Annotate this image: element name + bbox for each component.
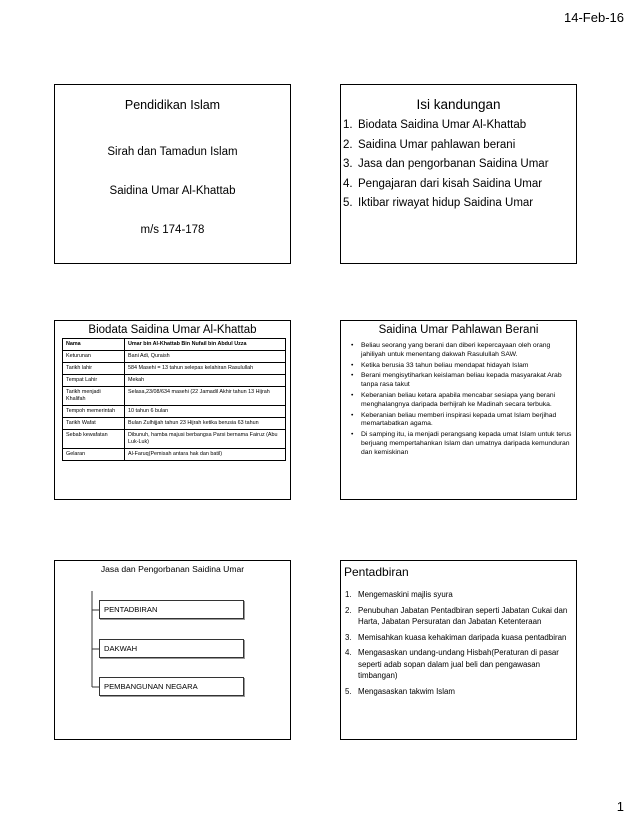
bullet-icon: •: [351, 372, 354, 380]
table-key: Tarikh Wafat: [63, 418, 125, 430]
diagram-box-pembangunan: PEMBANGUNAN NEGARA: [99, 677, 244, 696]
table-value: Dibunuh, hamba majusi berbangsa Parsi bernama Fairuz (Abu Luk-Luk): [125, 430, 286, 449]
list-item: [343, 118, 572, 134]
item-number: 2.: [343, 138, 353, 151]
table-value: Al-Faruq(Pemisah antara hak dan batil): [125, 449, 286, 461]
list-item: [351, 362, 572, 371]
slide-biodata-heading: Biodata Saidina Umar Al-Khattab: [88, 324, 257, 336]
list-item: [351, 431, 572, 457]
table-value: Bulan Zulhijjah tahun 23 Hijrah ketika berusia 63 tahun: [125, 418, 286, 430]
item-text: Saidina Umar pahlawan berani: [358, 138, 516, 151]
table-value: Umar bin Al-Khattab Bin Nufail bin Abdul Uzza: [125, 339, 286, 351]
slide-jasa-heading: Jasa dan Pengorbanan Saidina Umar: [100, 564, 245, 574]
biodata-table: [62, 338, 286, 461]
table-key: Tarikh lahir: [63, 363, 125, 375]
list-item: [345, 686, 572, 698]
list-item: [345, 589, 572, 601]
bullet-icon: •: [351, 342, 354, 349]
diagram-box-pentadbiran: PENTADBIRAN: [99, 600, 244, 619]
table-key: Tarikh menjadi Khalifah: [63, 387, 125, 406]
table-key: Tempat Lahir: [63, 375, 125, 387]
contents-list: [343, 118, 576, 212]
diagram-box-dakwah: DAKWAH: [99, 639, 244, 658]
table-key: Nama: [63, 339, 125, 351]
item-number: 3.: [343, 158, 353, 170]
bullet-text: Keberanian beliau ketara apabila mencabar sesiapa yang berani menghalangnya daripada berhijrah ke Madinah secara terbuka.: [361, 391, 556, 408]
item-number: 5.: [343, 197, 353, 209]
item-number: 2.: [345, 605, 352, 615]
table-value: 584 Masehi = 13 tahun selepas kelahiran Rasulullah: [125, 363, 286, 375]
list-item: [351, 372, 572, 390]
slide-pentadbiran: [340, 560, 577, 740]
item-number: 4.: [343, 177, 353, 190]
item-text: Jasa dan pengorbanan Saidina Umar: [358, 158, 549, 170]
bullet-text: Ketika berusia 33 tahun beliau mendapat hidayah Islam: [361, 361, 529, 369]
slide-pahlawan-heading: Saidina Umar Pahlawan Berani: [378, 324, 539, 336]
bullet-icon: •: [351, 431, 354, 439]
pentadbiran-list: [345, 589, 572, 697]
table-key: Tempoh memerintah: [63, 406, 125, 418]
item-text: Mengasaskan takwim Islam: [358, 686, 455, 696]
table-key: Sebab kewafatan: [63, 430, 125, 449]
list-item: [351, 392, 572, 410]
table-row: [63, 339, 286, 351]
list-item: [343, 196, 572, 212]
list-item: [343, 138, 572, 154]
page-date: 14-Feb-16: [564, 10, 624, 25]
table-row: [63, 406, 286, 418]
item-number: 1.: [343, 119, 353, 131]
table-key: Keturunan: [63, 351, 125, 363]
list-item: [343, 157, 572, 173]
table-value: Bani Adi, Quraish: [125, 351, 286, 363]
slide-contents: [340, 84, 577, 264]
list-item: [345, 647, 572, 682]
list-item: [345, 632, 572, 644]
table-value: 10 tahun 6 bulan: [125, 406, 286, 418]
item-text: Biodata Saidina Umar Al-Khattab: [358, 119, 527, 131]
slide-pentadbiran-heading: Pentadbiran: [344, 565, 409, 579]
bullet-icon: •: [351, 391, 354, 399]
slide-biodata: [54, 320, 291, 500]
item-number: 5.: [345, 686, 352, 696]
table-row: [63, 449, 286, 461]
slide-title: [54, 84, 291, 264]
table-row: [63, 375, 286, 387]
table-value: Selasa,23/08/634 masehi (22 Jamadil Akhir tahun 13 Hijrah: [125, 387, 286, 406]
table-row: [63, 351, 286, 363]
list-item: [351, 412, 572, 430]
bullet-text: Berani mengisytiharkan keislaman beliau kepada masyarakat Arab tanpa rasa takut: [361, 372, 562, 389]
item-text: Penubuhan Jabatan Pentadbiran seperti Jabatan Cukai dan Harta, Jabatan Persuratan dan Jabatan Ketenteraan: [358, 605, 568, 626]
table-row: [63, 387, 286, 406]
bullet-icon: •: [351, 411, 354, 419]
list-item: [345, 605, 572, 628]
bullet-icon: •: [351, 361, 354, 369]
slide-title-pages: m/s 174-178: [140, 224, 205, 236]
item-text: Memisahkan kuasa kehakiman daripada kuasa pentadbiran: [358, 632, 567, 642]
table-row: [63, 418, 286, 430]
bullet-text: Keberanian beliau memberi inspirasi kepada umat Islam berjihad memartabatkan agama.: [361, 411, 557, 428]
table-row: [63, 363, 286, 375]
item-number: 1.: [345, 590, 352, 599]
table-key: Gelaran: [63, 449, 125, 461]
item-text: Mengasaskan undang-undang Hisbah(Peraturan di pasar seperti adab sopan dalam jual beli dan pengawasan timbangan): [358, 648, 559, 680]
page-number: 1: [616, 799, 624, 814]
bullet-text: Beliau seorang yang berani dan diberi kepercayaan oleh orang jahiliyah untuk menentang dakwah Rasulullah SAW.: [361, 342, 551, 358]
list-item: [343, 177, 572, 193]
item-text: Mengemaskini majlis syura: [358, 590, 453, 599]
table-row: [63, 430, 286, 449]
item-number: 4.: [345, 648, 352, 657]
slide-title-topic: Saidina Umar Al-Khattab: [109, 185, 236, 197]
bullet-list: [351, 342, 572, 458]
table-value: Mekah: [125, 375, 286, 387]
item-number: 3.: [345, 632, 352, 642]
slide-jasa: [54, 560, 291, 740]
item-text: Pengajaran dari kisah Saidina Umar: [358, 177, 543, 190]
list-item: [351, 342, 572, 360]
item-text: Iktibar riwayat hidup Saidina Umar: [358, 197, 534, 209]
slide-pahlawan: [340, 320, 577, 500]
slide-title-subtitle: Sirah dan Tamadun Islam: [107, 146, 238, 158]
slide-contents-heading: Isi kandungan: [416, 97, 501, 112]
bullet-text: Di samping itu, ia menjadi perangsang kepada umat Islam untuk terus berjuang mempertahankan Islam dan umatnya daripada kemunduran dan kemiskinan: [361, 431, 572, 456]
slide-title-heading: Pendidikan Islam: [124, 98, 221, 112]
